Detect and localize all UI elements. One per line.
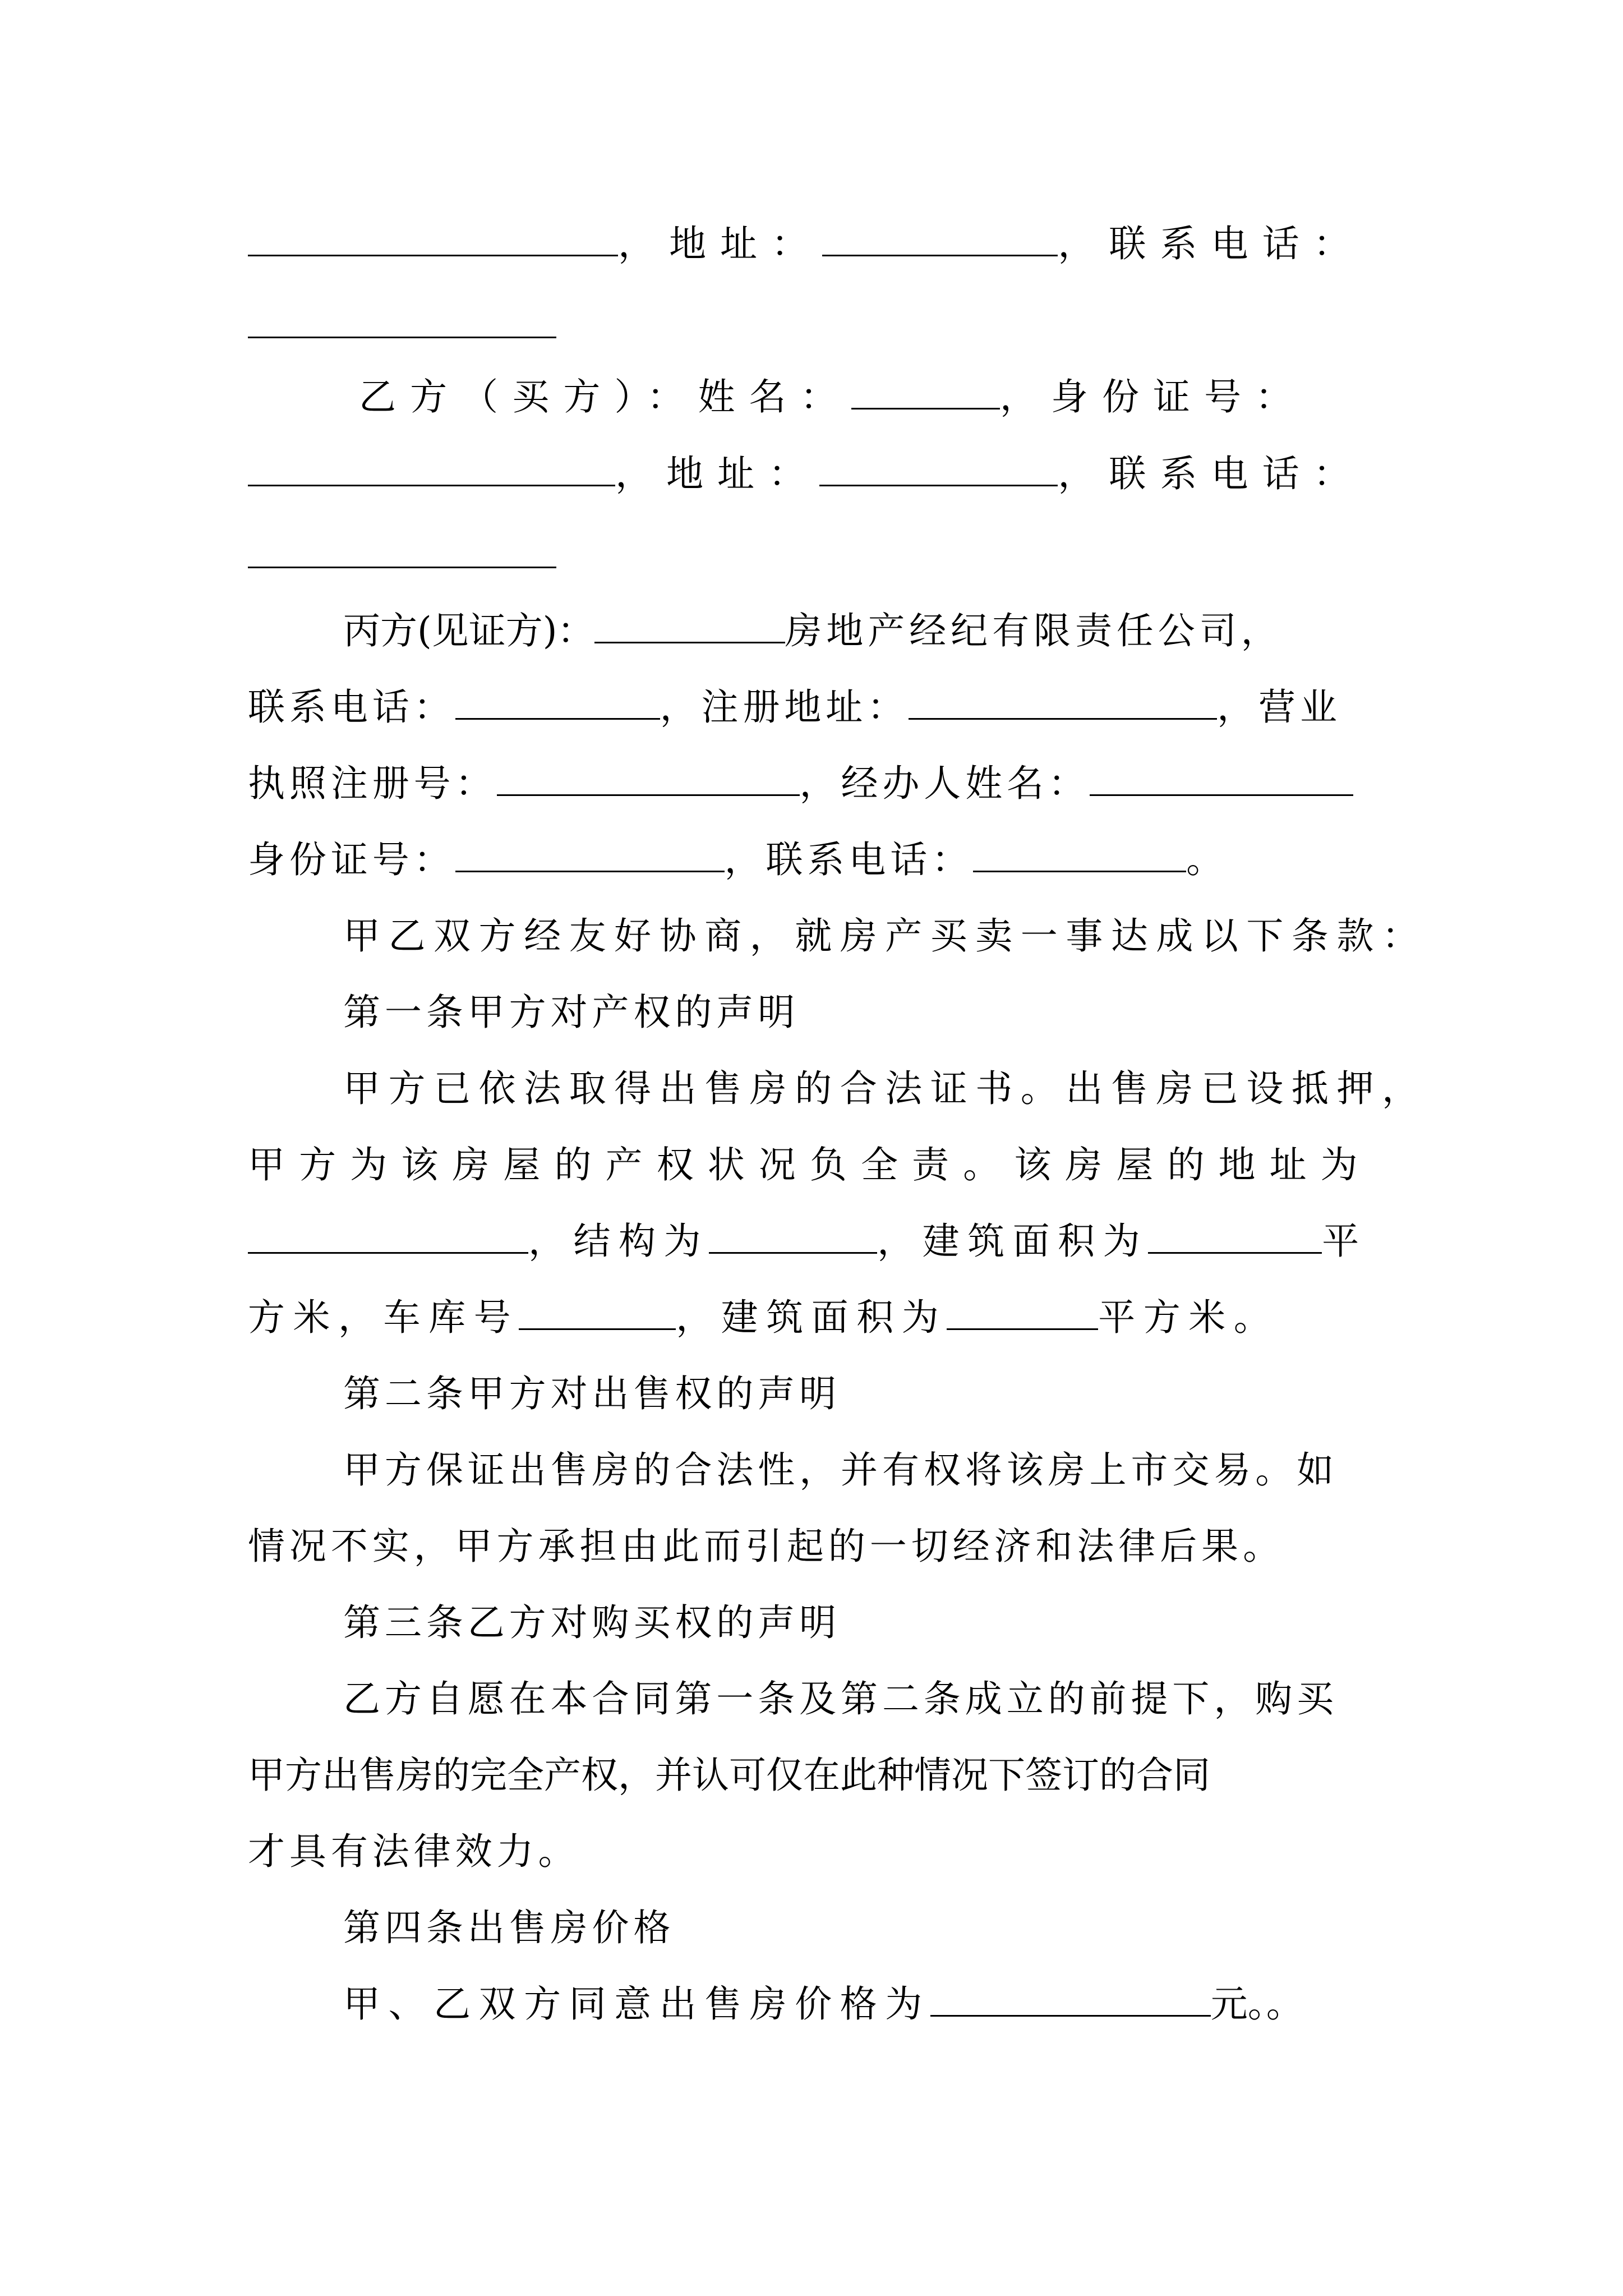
phone-label: ，联系电话： xyxy=(1058,452,1364,495)
article3-p3: 才具有法律效力。 xyxy=(248,1830,580,1873)
article2-p1: 甲方保证出售房的合法性，并有权将该房上市交易。如 xyxy=(343,1448,1339,1492)
house-address-blank[interactable] xyxy=(248,1205,528,1254)
article3-p1: 乙方自愿在本合同第一条及第二条成立的前提下，购买 xyxy=(343,1677,1339,1720)
article1-p3 xyxy=(248,1205,1375,1278)
party-b-phone-blank[interactable] xyxy=(248,567,556,568)
party-b-id-blank[interactable] xyxy=(248,438,615,486)
unit-tail: 平 xyxy=(1322,1220,1359,1263)
article1-p1: 甲方已依法取得出售房的合法证书。出售房已设抵押， xyxy=(343,1067,1427,1110)
party-c-license-label: 执照注册号： xyxy=(248,762,497,805)
party-b-contact-line xyxy=(248,438,1375,510)
party-c-phone-label: 联系电话： xyxy=(248,685,455,729)
address-label: ，地址： xyxy=(618,222,823,265)
party-c-company-blank[interactable] xyxy=(594,595,785,643)
area-label2: ，建筑面积为 xyxy=(676,1296,947,1339)
party-b-name-blank[interactable] xyxy=(851,361,1000,409)
intro-text: 甲乙双方经友好协商，就房产买卖一事达成以下条款： xyxy=(343,914,1427,958)
party-c-license-blank[interactable] xyxy=(497,747,800,796)
party-c-end: 。 xyxy=(1186,838,1224,881)
party-a-phone-blank[interactable] xyxy=(248,337,556,338)
article4-title: 第四条出售房价格 xyxy=(343,1906,675,1949)
party-b-label: 乙方（买方）：姓名： xyxy=(359,375,851,418)
party-c-reg-address-label: ，注册地址： xyxy=(660,685,909,729)
article1-p4 xyxy=(248,1281,1375,1354)
party-c-line1 xyxy=(343,595,1375,668)
structure-label: ，结构为 xyxy=(528,1220,709,1263)
article2-title: 第二条甲方对出售权的声明 xyxy=(343,1372,841,1415)
party-c-label: 丙方(见证方)： xyxy=(343,609,594,652)
area-label: ，建筑面积为 xyxy=(877,1220,1149,1263)
article1-p2: 甲方为该房屋的产权状况负全责。该房屋的地址为 xyxy=(248,1143,1372,1186)
price-label: 甲、乙双方同意出售房价格为 xyxy=(343,1982,930,2026)
garage-area-blank[interactable] xyxy=(947,1281,1098,1330)
article1-title: 第一条甲方对产权的声明 xyxy=(343,991,800,1034)
garage-blank[interactable] xyxy=(519,1281,676,1330)
party-c-reg-address-blank[interactable] xyxy=(909,671,1217,720)
party-c-phone-blank[interactable] xyxy=(455,671,660,720)
party-a-address-blank[interactable] xyxy=(822,208,1058,256)
party-c-agent-blank[interactable] xyxy=(1090,747,1353,796)
party-c-company-suffix: 房地产经纪有限责任公司， xyxy=(785,609,1283,652)
party-c-agent-label: ，经办人姓名： xyxy=(799,762,1090,805)
article3-p2: 甲方出售房的完全产权，并认可仅在此种情况下签订的合同 xyxy=(248,1754,1210,1797)
party-a-contact-line xyxy=(248,208,1375,280)
party-c-line3 xyxy=(248,747,1375,820)
party-c-id-blank[interactable] xyxy=(455,823,725,872)
article4-p1 xyxy=(343,1968,1375,2041)
garage-label: 方米，车库号 xyxy=(248,1296,519,1339)
phone-label: ，联系电话： xyxy=(1058,222,1364,265)
address-label: ，地址： xyxy=(615,452,820,495)
party-b-line xyxy=(359,361,1391,434)
party-b-address-blank[interactable] xyxy=(819,438,1058,486)
garage-unit: 平方米。 xyxy=(1098,1296,1279,1339)
price-blank[interactable] xyxy=(930,1968,1211,2017)
price-unit: 元。。 xyxy=(1210,1982,1303,2026)
structure-blank[interactable] xyxy=(709,1205,877,1254)
party-c-phone2-blank[interactable] xyxy=(973,823,1186,872)
party-c-line4 xyxy=(248,823,1375,896)
party-b-id-label: ，身份证号： xyxy=(999,375,1307,418)
area-blank[interactable] xyxy=(1148,1205,1322,1254)
party-a-id-blank[interactable] xyxy=(248,208,618,256)
party-c-business-tail: ，营业 xyxy=(1217,685,1341,729)
party-c-line2 xyxy=(248,671,1375,744)
party-c-phone-label2: ，联系电话： xyxy=(724,838,974,881)
article2-p2: 情况不实，甲方承担由此而引起的一切经济和法律后果。 xyxy=(248,1525,1284,1568)
article3-title: 第三条乙方对购买权的声明 xyxy=(343,1601,841,1644)
party-c-id-label: 身份证号： xyxy=(248,838,455,881)
